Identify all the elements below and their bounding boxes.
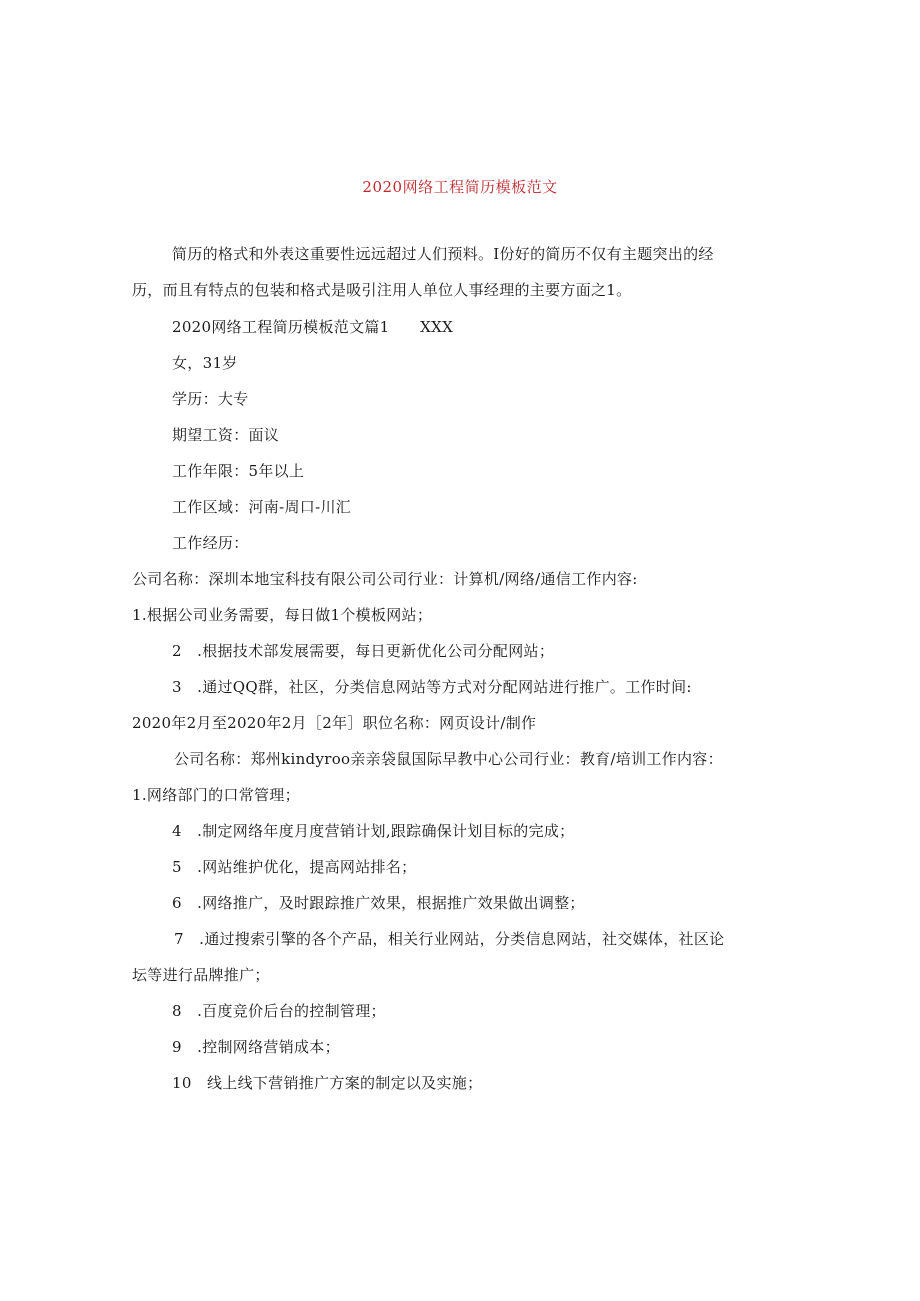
profile-region: 工作区域：河南-周口-川汇	[172, 498, 352, 516]
job1-period: 2020年2月至2020年2月［2年］职位名称：网页设计/制作	[132, 714, 537, 732]
section-heading: 2020网络工程简历模板范文篇1 XXX	[172, 318, 454, 336]
job2-duty-8: 8 .百度竞价后台的控制管理；	[172, 1002, 386, 1020]
job2-duty-4: 4 .制定网络年度月度营销计划,跟踪确保计划目标的完成；	[172, 822, 575, 840]
job1-company: 公司名称：深圳本地宝科技有限公司公司行业：计算机/网络/通信工作内容:	[132, 570, 638, 588]
job2-company: 公司名称：郑州kindyroo亲亲袋鼠国际早教中心公司行业：教育/培训工作内容：	[174, 750, 723, 768]
job2-duty-7-line-2: 坛等进行品牌推广；	[132, 966, 270, 984]
job2-duty-6: 6 .网络推广，及时跟踪推广效果，根据推广效果做出调整；	[172, 894, 585, 912]
job1-duty-1: 1.根据公司业务需要，每日做1个模板网站；	[132, 606, 433, 624]
profile-salary: 期望工资：面议	[172, 426, 280, 444]
experience-label: 工作经历：	[172, 534, 249, 552]
intro-line-2: 历，而且有特点的包装和格式是吸引注用人单位人事经理的主要方面之1。	[132, 281, 632, 299]
profile-years: 工作年限：5年以上	[172, 462, 305, 480]
job2-duty-9: 9 .控制网络营销成本；	[172, 1038, 340, 1056]
document-title: 2020网络工程简历模板范文	[362, 178, 558, 196]
profile-education: 学历：大专	[172, 390, 249, 408]
job2-duty-1: 1.网络部门的口常管理；	[132, 786, 300, 804]
job2-duty-10: 10 线上线下营销推广方案的制定以及实施；	[172, 1074, 483, 1092]
job2-duty-7-line-1: 7 .通过搜索引擎的各个产品，相关行业网站，分类信息网站，社交媒体，社区论	[174, 930, 725, 948]
intro-line-1: 简历的格式和外表这重要性远远超过人们预料。I份好的简历不仅有主题突出的经	[172, 245, 714, 263]
job1-duty-3: 3 .通过QQ群，社区，分类信息网站等方式对分配网站进行推广。工作时间:	[172, 678, 692, 696]
profile-gender-age: 女，31岁	[172, 354, 238, 372]
job1-duty-2: 2 .根据技术部发展需要，每日更新优化公司分配网站；	[172, 642, 555, 660]
job2-duty-5: 5 .网站维护优化，提高网站排名；	[172, 858, 417, 876]
